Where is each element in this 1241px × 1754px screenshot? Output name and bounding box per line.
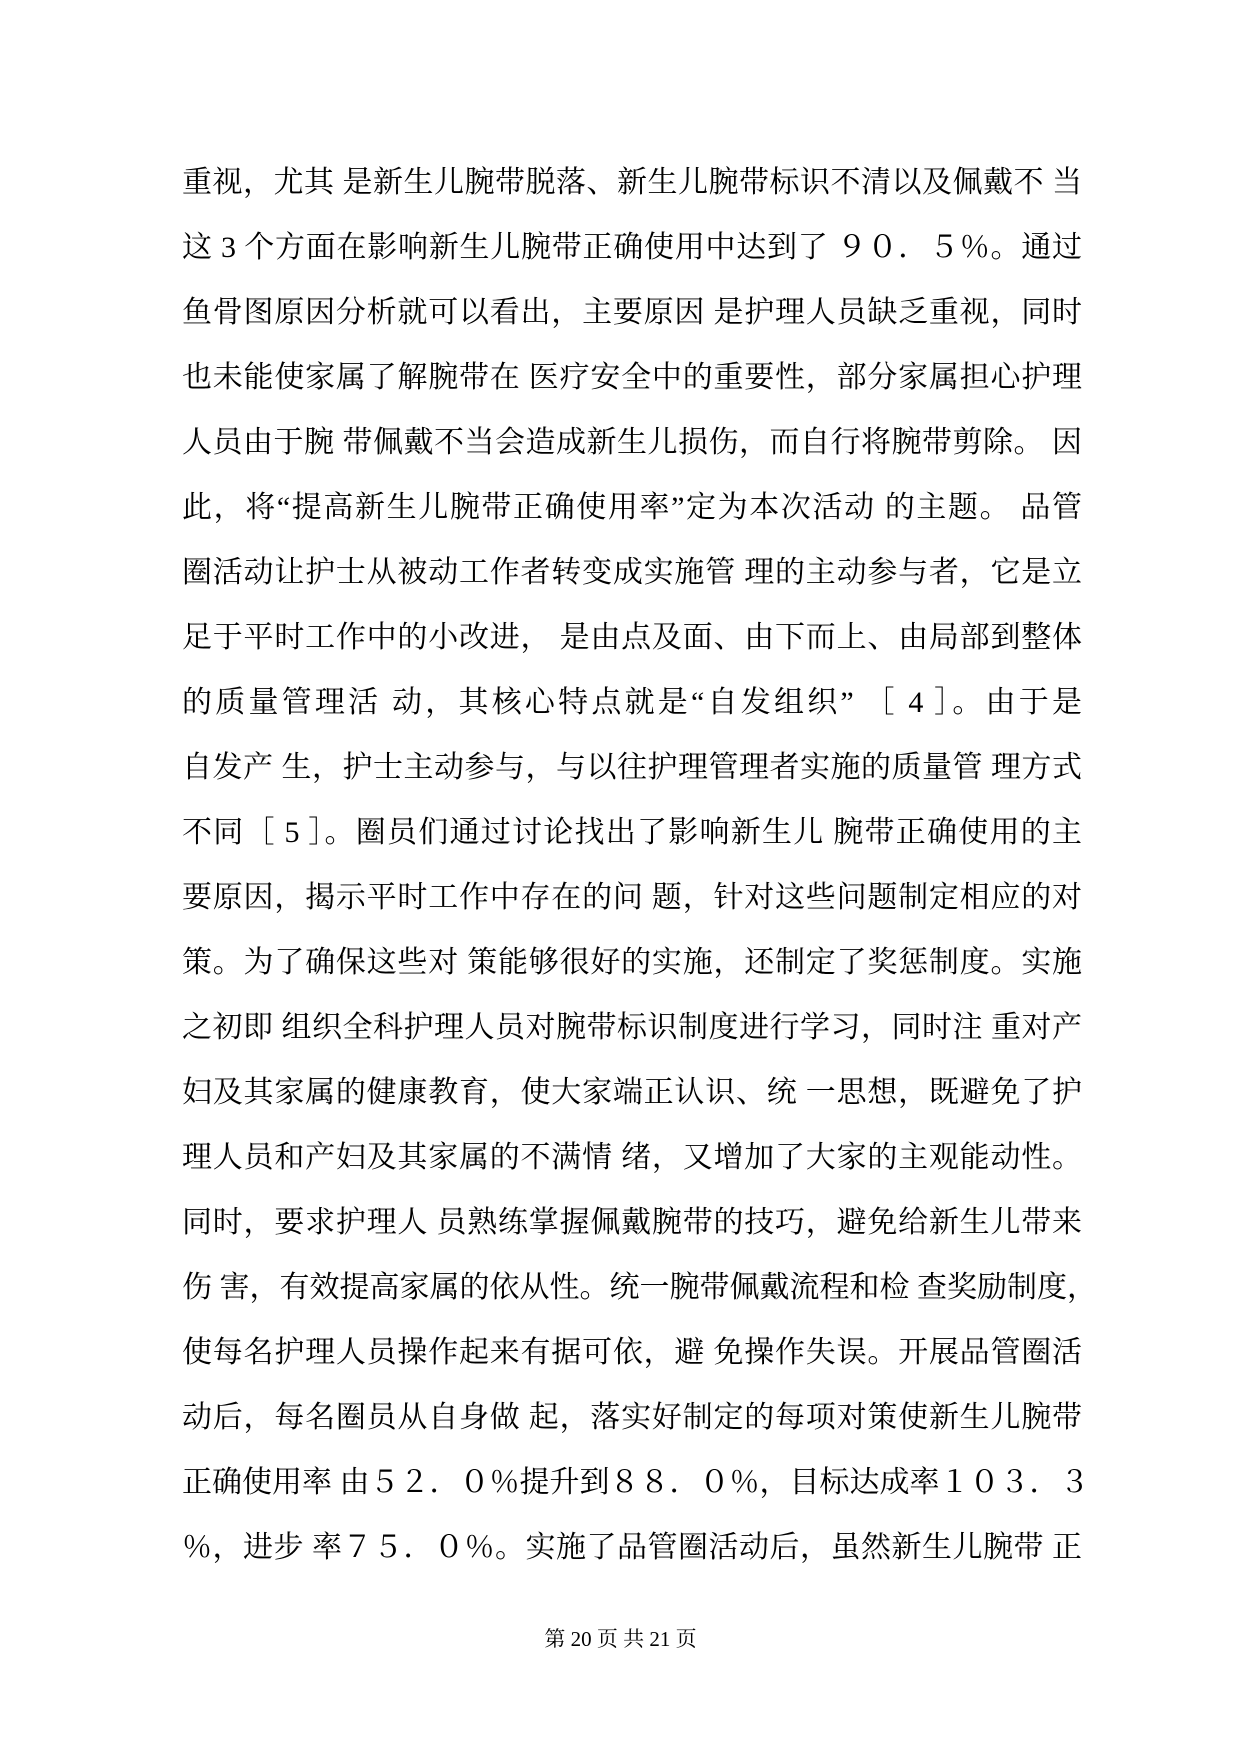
text-line: 同时，要求护理人 员熟练掌握佩戴腕带的技巧，避免给新生儿带来: [182, 1206, 1082, 1239]
text-line: 要原因，揭示平时工作中存在的问 题，针对这些问题制定相应的对: [182, 881, 1082, 914]
text-line: 正确使用率 由５２．０％提升到８８．０％，目标达成率１０３．３: [182, 1466, 1090, 1499]
text-line: 圈活动让护士从被动工作者转变成实施管 理的主动参与者，它是立: [182, 556, 1082, 589]
text-line: 也未能使家属了解腕带在 医疗安全中的重要性，部分家属担心护理: [182, 361, 1082, 394]
text-line: 这 3 个方面在影响新生儿腕带正确使用中达到了 ９０．５％。通过: [182, 231, 1082, 264]
text-line: 之初即 组织全科护理人员对腕带标识制度进行学习，同时注 重对产: [182, 1011, 1082, 1044]
body-text: [182, 150, 1097, 1580]
text-line: 使每名护理人员操作起来有据可依，避 免操作失误。开展品管圈活: [182, 1336, 1082, 1369]
page-footer: 第 20 页 共 21 页: [544, 1627, 697, 1651]
text-line: 足于平时工作中的小改进， 是由点及面、由下而上、由局部到整体: [182, 621, 1082, 654]
text-line: 不同［ 5 ］。圈员们通过讨论找出了影响新生儿 腕带正确使用的主: [182, 816, 1082, 849]
text-line: 人员由于腕 带佩戴不当会造成新生儿损伤，而自行将腕带剪除。 因: [182, 426, 1082, 459]
text-line: 伤 害，有效提高家属的依从性。统一腕带佩戴流程和检 查奖励制度，: [182, 1271, 1097, 1304]
text-line: ％，进步 率７５．０％。实施了品管圈活动后，虽然新生儿腕带 正: [182, 1531, 1082, 1564]
text-line: 理人员和产妇及其家属的不满情 绪，又增加了大家的主观能动性。: [182, 1141, 1082, 1174]
text-line: 妇及其家属的健康教育，使大家端正认识、统 一思想，既避免了护: [182, 1076, 1082, 1109]
text-line: 自发产 生，护士主动参与，与以往护理管理者实施的质量管 理方式: [182, 751, 1082, 784]
text-line: 的质量管理活 动，其核心特点就是“自发组织” ［ 4 ］。由于是: [182, 686, 1082, 719]
text-line: 此，将“提高新生儿腕带正确使用率”定为本次活动 的主题。 品管: [182, 491, 1082, 524]
text-line: 动后，每名圈员从自身做 起，落实好制定的每项对策使新生儿腕带: [182, 1401, 1082, 1434]
text-line: 重视，尤其 是新生儿腕带脱落、新生儿腕带标识不清以及佩戴不 当: [182, 166, 1082, 199]
text-line: 鱼骨图原因分析就可以看出，主要原因 是护理人员缺乏重视，同时: [182, 296, 1082, 329]
text-line: 策。为了确保这些对 策能够很好的实施，还制定了奖惩制度。实施: [182, 946, 1082, 979]
